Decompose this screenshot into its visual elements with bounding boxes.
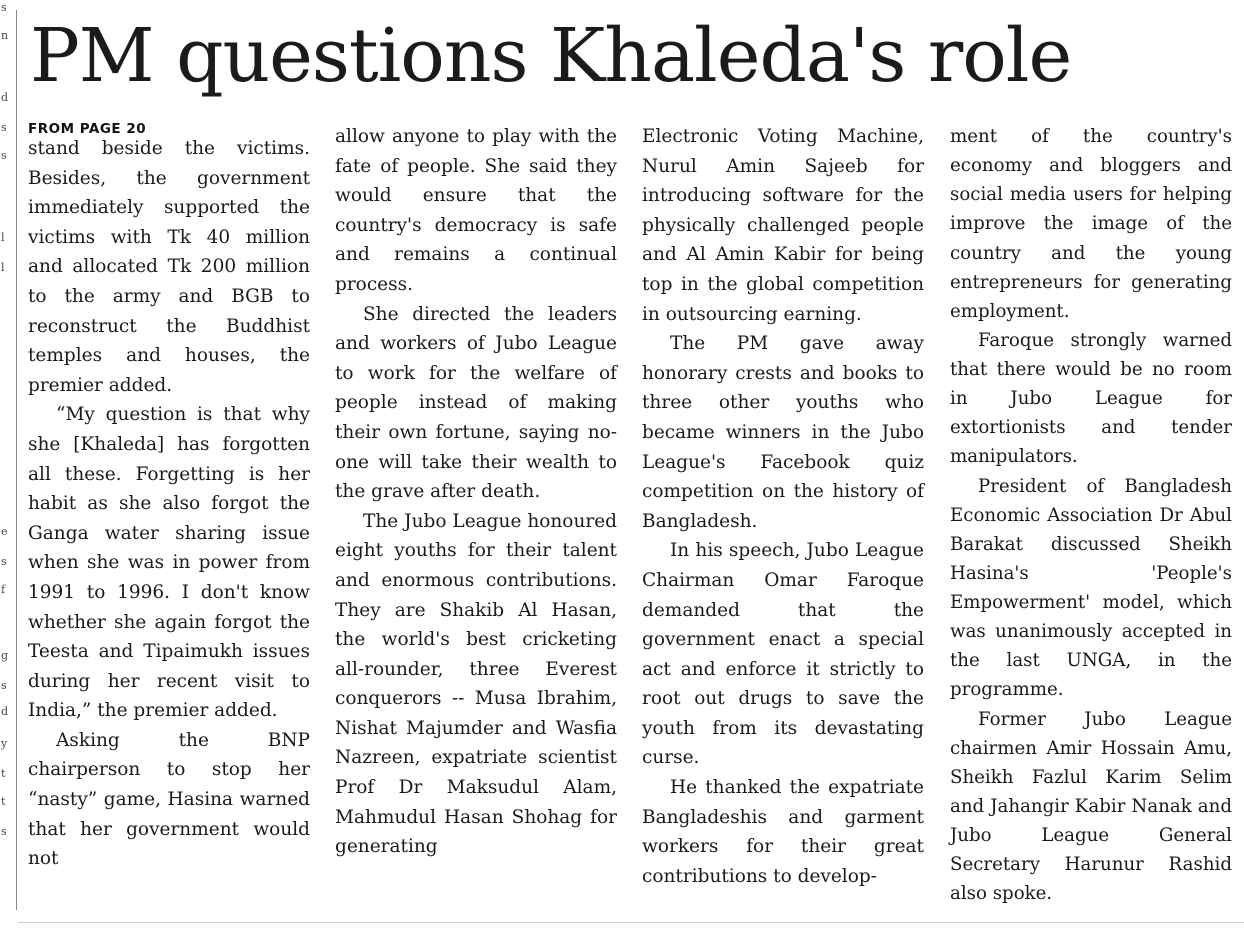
margin-fragment: y <box>1 737 8 750</box>
margin-fragment: s <box>1 679 7 692</box>
paragraph: Asking the BNP chairperson to stop her “nasty” game, Hasina warned that her government would not <box>28 729 310 870</box>
margin-fragment: g <box>1 649 9 662</box>
bottom-border <box>18 922 1244 923</box>
margin-fragment: l <box>1 231 5 244</box>
article-column-3 <box>642 122 924 891</box>
paragraph: stand beside the victims. Besides, the government immediately supported the victims with Tk 40 million and allocated Tk 200 million to the army and BGB to reconstruct the Buddhist temples and houses, the premier added. <box>28 138 310 396</box>
margin-fragment: s <box>1 825 7 838</box>
paragraph: The PM gave away honorary crests and books to three other youths who became winners in the Jubo League's Facebook quiz competition on the history of Bangladesh. <box>642 333 924 532</box>
margin-fragment: d <box>1 91 9 104</box>
margin-fragment: t <box>1 767 6 780</box>
paragraph: Former Jubo League chairmen Amir Hossain Amu, Sheikh Fazlul Karim Selim and Jahangir Kabir Nanak and Jubo League General Secretary Harunur Rashid also spoke. <box>950 708 1232 905</box>
paragraph: He thanked the expatriate Bangladeshis and garment workers for their great contributions to develop- <box>642 777 924 887</box>
adjacent-column-cutoff <box>0 0 10 929</box>
margin-fragment: e <box>1 525 8 538</box>
paragraph: The Jubo League honoured eight youths for their talent and enormous contributions. They are Shakib Al Hasan, the world's best cricketing all-rounder, three Everest conquerors -- Musa Ibrahim, Nishat Majumder and Wasfia Nazreen, expatriate scientist Prof Dr Maksudul Alam, Mahmudul Hasan Shohag for generating <box>335 510 617 858</box>
margin-fragment: l <box>1 261 5 274</box>
margin-fragment: n <box>1 29 9 42</box>
margin-fragment: t <box>1 795 6 808</box>
paragraph: Electronic Voting Machine, Nurul Amin Sajeeb for introducing software for the physically challenged people and Al Amin Kabir for being top in the global competition in outsourcing earning. <box>642 126 924 325</box>
margin-fragment: s <box>1 1 7 14</box>
paragraph: “My question is that why she [Khaleda] has forgotten all these. Forgetting is her habit as she also forgot the Ganga water sharing issue when she was in power from 1991 to 1996. I don't know whether she again forgot the Teesta and Tipaimukh issues during her recent visit to India,” the premier added. <box>28 404 310 722</box>
paragraph: In his speech, Jubo League Chairman Omar Faroque demanded that the government enact a special act and enforce it strictly to root out drugs to save the youth from its devastating curse. <box>642 540 924 769</box>
paragraph: allow anyone to play with the fate of people. She said they would ensure that the country's democracy is safe and remains a continual process. <box>335 126 617 295</box>
article-column-2 <box>335 122 617 862</box>
paragraph: She directed the leaders and workers of Jubo League to work for the welfare of people instead of making their own fortune, saying no-one will take their wealth to the grave after death. <box>335 303 617 503</box>
paragraph: President of Bangladesh Economic Association Dr Abul Barakat discussed Sheikh Hasina's 'People's Empowerment' model, which was unanimously accepted in the last UNGA, in the programme. <box>950 475 1232 701</box>
article-headline: PM questions Khaleda's role <box>30 13 1072 99</box>
margin-fragment: s <box>1 555 7 568</box>
article-column-1 <box>28 122 310 874</box>
margin-fragment: f <box>1 583 6 596</box>
article-column-4 <box>950 122 1232 908</box>
paragraph: ment of the country's economy and bloggers and social media users for helping improve the image of the country and the young entrepreneurs for generating employment. <box>950 126 1232 322</box>
margin-fragment: d <box>1 705 9 718</box>
margin-fragment: s <box>1 149 7 162</box>
paragraph: Faroque strongly warned that there would be no room in Jubo League for extortionists and tender manipulators. <box>950 329 1232 468</box>
margin-fragment: s <box>1 121 7 134</box>
continuation-label: FROM PAGE 20 <box>28 121 147 137</box>
column-rule <box>16 10 17 910</box>
